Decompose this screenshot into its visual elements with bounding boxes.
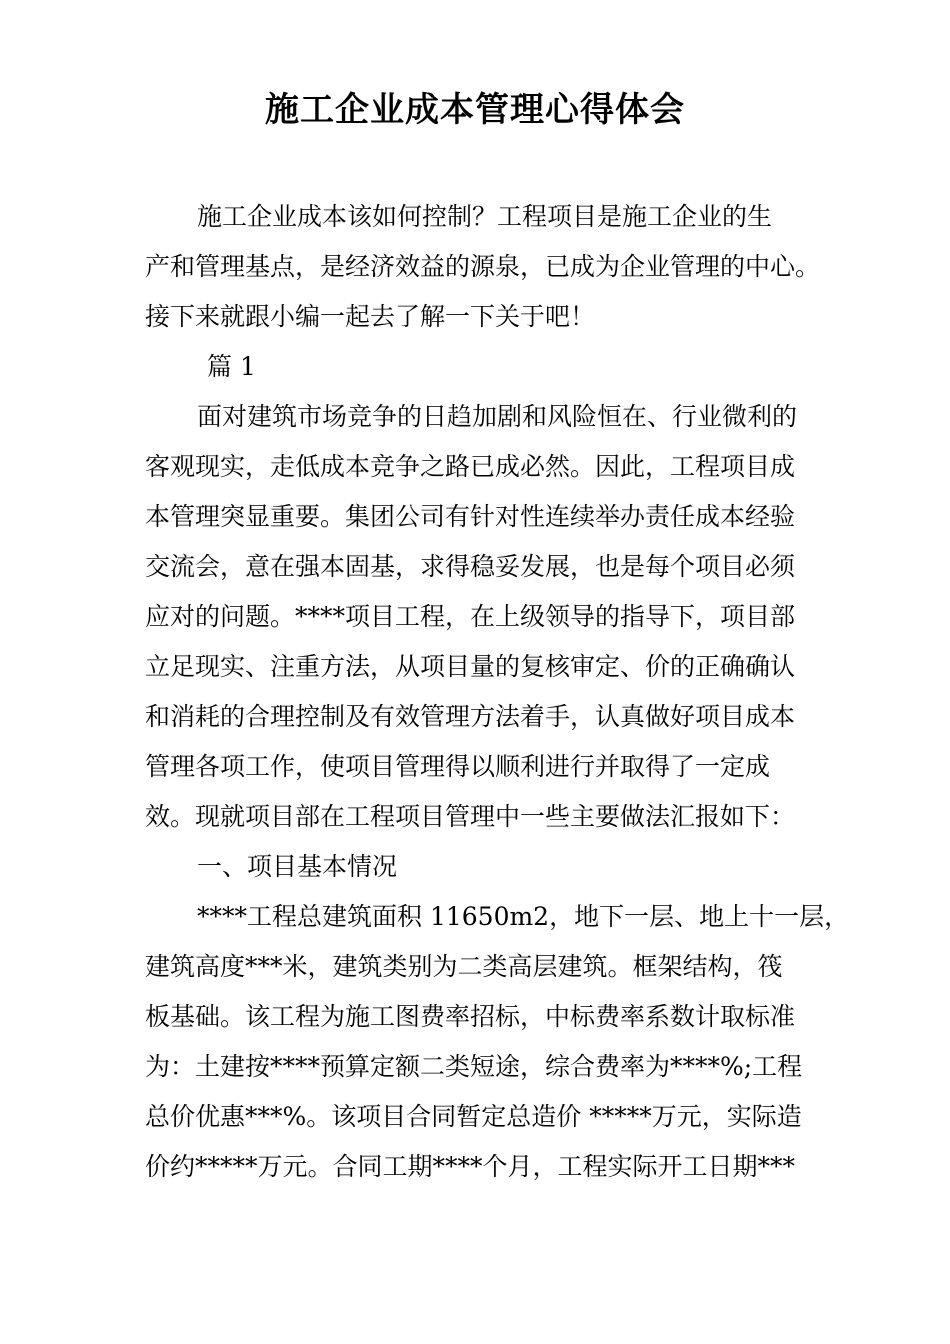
- section-heading: 篇 1: [207, 352, 256, 381]
- body-line: 为：土建按****预算定额二类短途，综合费率为****%;工程: [145, 1052, 803, 1081]
- body-line: 施工企业成本该如何控制？工程项目是施工企业的生: [197, 202, 773, 231]
- body-line: 立足现实、注重方法，从项目量的复核审定、价的正确确认: [145, 652, 796, 681]
- body-line: 价约*****万元。合同工期****个月，工程实际开工日期***: [145, 1152, 796, 1181]
- body-line: 效。现就项目部在工程项目管理中一些主要做法汇报如下：: [145, 802, 796, 831]
- body-line: 交流会，意在强本固基，求得稳妥发展，也是每个项目必须: [145, 552, 796, 581]
- body-line: 板基础。该工程为施工图费率招标，中标费率系数计取标准: [145, 1002, 796, 1031]
- body-line: 总价优惠***%。该项目合同暂定总造价 *****万元，实际造: [145, 1102, 802, 1131]
- body-line: 建筑高度***米，建筑类别为二类高层建筑。框架结构，筏: [145, 952, 783, 981]
- document-title: 施工企业成本管理心得体会: [265, 90, 685, 130]
- body-line: 本管理突显重要。集团公司有针对性连续举办责任成本经验: [145, 502, 796, 531]
- body-line: 应对的问题。****项目工程，在上级领导的指导下，项目部: [145, 602, 796, 631]
- body-line: 面对建筑市场竞争的日趋加剧和风险恒在、行业微利的: [197, 402, 798, 431]
- body-line: 客观现实，走低成本竞争之路已成必然。因此，工程项目成: [145, 452, 796, 481]
- body-line: 产和管理基点，是经济效益的源泉，已成为企业管理的中心。: [145, 252, 821, 281]
- body-line: ****工程总建筑面积 11650m2，地下一层、地上十一层，: [197, 902, 850, 931]
- section-heading: 一、项目基本情况: [197, 852, 398, 881]
- body-line: 管理各项工作，使项目管理得以顺利进行并取得了一定成: [145, 752, 771, 781]
- body-line: 接下来就跟小编一起去了解一下关于吧！: [145, 302, 596, 331]
- body-line: 和消耗的合理控制及有效管理方法着手，认真做好项目成本: [145, 702, 796, 731]
